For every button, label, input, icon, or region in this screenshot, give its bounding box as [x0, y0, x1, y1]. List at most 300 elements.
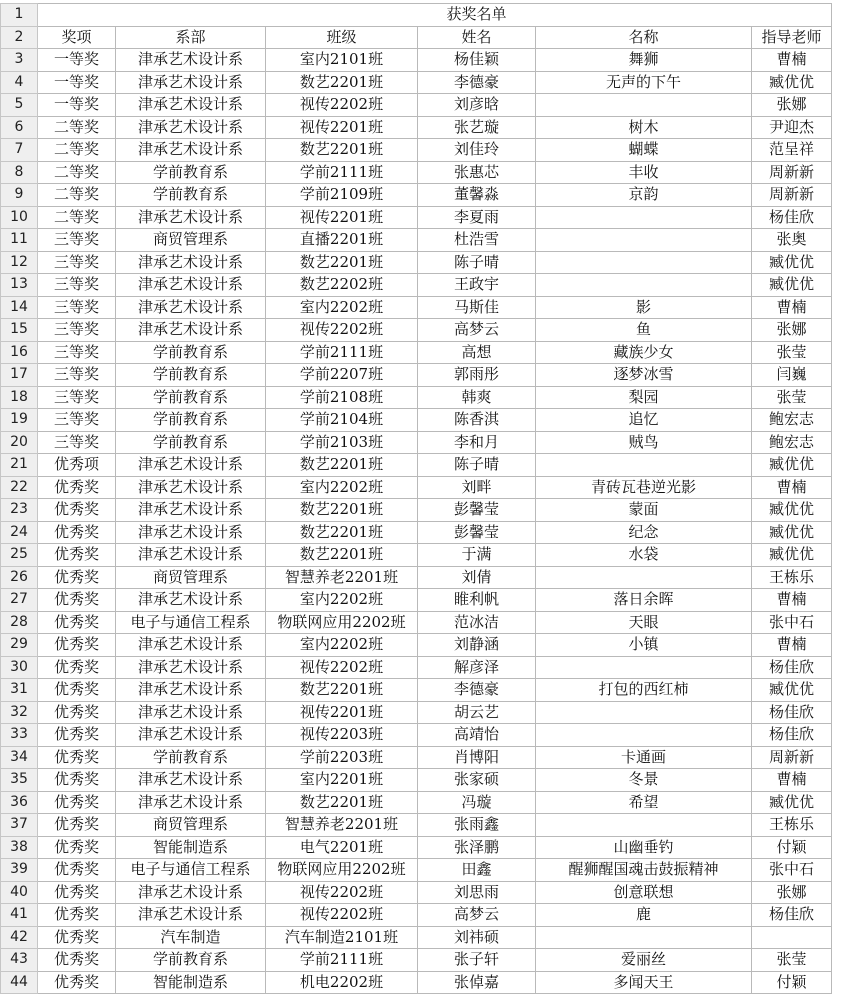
- cell-student-name[interactable]: 彭馨莹: [418, 521, 536, 544]
- cell-work-title[interactable]: 小镇: [536, 634, 752, 657]
- cell-department[interactable]: 商贸管理系: [116, 814, 266, 837]
- cell-work-title[interactable]: [536, 274, 752, 297]
- cell-work-title[interactable]: [536, 229, 752, 252]
- cell-student-name[interactable]: 刘思雨: [418, 881, 536, 904]
- row-header[interactable]: 19: [1, 409, 38, 432]
- cell-award[interactable]: 二等奖: [38, 161, 116, 184]
- cell-department[interactable]: 津承艺术设计系: [116, 49, 266, 72]
- cell-work-title[interactable]: [536, 814, 752, 837]
- cell-award[interactable]: 二等奖: [38, 206, 116, 229]
- cell-award[interactable]: 三等奖: [38, 409, 116, 432]
- header-award[interactable]: 奖项: [38, 26, 116, 49]
- cell-teacher[interactable]: 鲍宏志: [752, 431, 832, 454]
- cell-department[interactable]: 津承艺术设计系: [116, 634, 266, 657]
- row-header[interactable]: 23: [1, 499, 38, 522]
- cell-department[interactable]: 学前教育系: [116, 364, 266, 387]
- cell-class[interactable]: 视传2201班: [266, 116, 418, 139]
- cell-award[interactable]: 优秀奖: [38, 566, 116, 589]
- cell-award[interactable]: 优秀奖: [38, 521, 116, 544]
- cell-class[interactable]: 室内2202班: [266, 476, 418, 499]
- cell-class[interactable]: 视传2202班: [266, 881, 418, 904]
- cell-student-name[interactable]: 李和月: [418, 431, 536, 454]
- cell-work-title[interactable]: 冬景: [536, 769, 752, 792]
- cell-department[interactable]: 智能制造系: [116, 971, 266, 994]
- cell-student-name[interactable]: 韩爽: [418, 386, 536, 409]
- row-header[interactable]: 15: [1, 319, 38, 342]
- cell-department[interactable]: 商贸管理系: [116, 566, 266, 589]
- cell-work-title[interactable]: 梨园: [536, 386, 752, 409]
- cell-department[interactable]: 津承艺术设计系: [116, 521, 266, 544]
- row-header[interactable]: 3: [1, 49, 38, 72]
- cell-student-name[interactable]: 陈香淇: [418, 409, 536, 432]
- row-header[interactable]: 34: [1, 746, 38, 769]
- cell-teacher[interactable]: 周新新: [752, 161, 832, 184]
- row-header[interactable]: 40: [1, 881, 38, 904]
- cell-teacher[interactable]: 曹楠: [752, 476, 832, 499]
- cell-award[interactable]: 优秀项: [38, 454, 116, 477]
- row-header[interactable]: 6: [1, 116, 38, 139]
- cell-teacher[interactable]: 杨佳欣: [752, 206, 832, 229]
- cell-class[interactable]: 室内2101班: [266, 49, 418, 72]
- cell-department[interactable]: 津承艺术设计系: [116, 544, 266, 567]
- cell-teacher[interactable]: 曹楠: [752, 296, 832, 319]
- cell-class[interactable]: 学前2111班: [266, 949, 418, 972]
- cell-student-name[interactable]: 李德豪: [418, 679, 536, 702]
- cell-award[interactable]: 优秀奖: [38, 769, 116, 792]
- empty-cell[interactable]: [752, 4, 832, 27]
- cell-teacher[interactable]: 臧优优: [752, 71, 832, 94]
- cell-work-title[interactable]: 丰收: [536, 161, 752, 184]
- cell-student-name[interactable]: 张家硕: [418, 769, 536, 792]
- cell-class[interactable]: 学前2111班: [266, 341, 418, 364]
- cell-department[interactable]: 津承艺术设计系: [116, 881, 266, 904]
- cell-class[interactable]: 智慧养老2201班: [266, 814, 418, 837]
- cell-student-name[interactable]: 刘祎硕: [418, 926, 536, 949]
- cell-class[interactable]: 数艺2201班: [266, 679, 418, 702]
- cell-department[interactable]: 商贸管理系: [116, 229, 266, 252]
- row-header[interactable]: 25: [1, 544, 38, 567]
- cell-award[interactable]: 优秀奖: [38, 881, 116, 904]
- row-header[interactable]: 2: [1, 26, 38, 49]
- cell-department[interactable]: 津承艺术设计系: [116, 701, 266, 724]
- cell-student-name[interactable]: 李夏雨: [418, 206, 536, 229]
- cell-award[interactable]: 优秀奖: [38, 476, 116, 499]
- cell-work-title[interactable]: 逐梦冰雪: [536, 364, 752, 387]
- cell-teacher[interactable]: 张娜: [752, 319, 832, 342]
- cell-student-name[interactable]: 王政宇: [418, 274, 536, 297]
- cell-student-name[interactable]: 范冰洁: [418, 611, 536, 634]
- cell-student-name[interactable]: 郭雨彤: [418, 364, 536, 387]
- cell-department[interactable]: 学前教育系: [116, 386, 266, 409]
- cell-work-title[interactable]: 水袋: [536, 544, 752, 567]
- cell-class[interactable]: 数艺2201班: [266, 139, 418, 162]
- cell-work-title[interactable]: [536, 701, 752, 724]
- cell-student-name[interactable]: 刘倩: [418, 566, 536, 589]
- cell-student-name[interactable]: 张倬嘉: [418, 971, 536, 994]
- cell-teacher[interactable]: 张莹: [752, 341, 832, 364]
- cell-department[interactable]: 津承艺术设计系: [116, 319, 266, 342]
- cell-department[interactable]: 学前教育系: [116, 746, 266, 769]
- cell-award[interactable]: 优秀奖: [38, 611, 116, 634]
- cell-class[interactable]: 学前2203班: [266, 746, 418, 769]
- cell-student-name[interactable]: 张子轩: [418, 949, 536, 972]
- cell-class[interactable]: 数艺2202班: [266, 274, 418, 297]
- row-header[interactable]: 36: [1, 791, 38, 814]
- cell-work-title[interactable]: 追忆: [536, 409, 752, 432]
- cell-department[interactable]: 津承艺术设计系: [116, 116, 266, 139]
- cell-work-title[interactable]: 创意联想: [536, 881, 752, 904]
- cell-work-title[interactable]: 舞狮: [536, 49, 752, 72]
- cell-student-name[interactable]: 马斯佳: [418, 296, 536, 319]
- cell-teacher[interactable]: 王栋乐: [752, 566, 832, 589]
- cell-student-name[interactable]: 陈子晴: [418, 454, 536, 477]
- cell-award[interactable]: 优秀奖: [38, 724, 116, 747]
- row-header[interactable]: 37: [1, 814, 38, 837]
- row-header[interactable]: 18: [1, 386, 38, 409]
- cell-teacher[interactable]: 杨佳欣: [752, 701, 832, 724]
- cell-student-name[interactable]: 刘畔: [418, 476, 536, 499]
- cell-class[interactable]: 视传2202班: [266, 656, 418, 679]
- cell-student-name[interactable]: 高靖怡: [418, 724, 536, 747]
- cell-work-title[interactable]: [536, 251, 752, 274]
- cell-class[interactable]: 室内2202班: [266, 634, 418, 657]
- row-header[interactable]: 16: [1, 341, 38, 364]
- cell-student-name[interactable]: 张惠芯: [418, 161, 536, 184]
- cell-work-title[interactable]: 天眼: [536, 611, 752, 634]
- cell-teacher[interactable]: 臧优优: [752, 521, 832, 544]
- cell-department[interactable]: 电子与通信工程系: [116, 859, 266, 882]
- cell-student-name[interactable]: 张艺璇: [418, 116, 536, 139]
- row-header[interactable]: 38: [1, 836, 38, 859]
- cell-teacher[interactable]: 曹楠: [752, 49, 832, 72]
- cell-class[interactable]: 物联网应用2202班: [266, 611, 418, 634]
- cell-student-name[interactable]: 高想: [418, 341, 536, 364]
- row-header[interactable]: 44: [1, 971, 38, 994]
- cell-award[interactable]: 优秀奖: [38, 904, 116, 927]
- cell-award[interactable]: 二等奖: [38, 184, 116, 207]
- row-header[interactable]: 1: [1, 4, 38, 27]
- cell-department[interactable]: 津承艺术设计系: [116, 94, 266, 117]
- cell-award[interactable]: 优秀奖: [38, 499, 116, 522]
- cell-teacher[interactable]: 范呈祥: [752, 139, 832, 162]
- cell-award[interactable]: 三等奖: [38, 319, 116, 342]
- cell-award[interactable]: 优秀奖: [38, 746, 116, 769]
- cell-work-title[interactable]: [536, 566, 752, 589]
- row-header[interactable]: 28: [1, 611, 38, 634]
- cell-student-name[interactable]: 于满: [418, 544, 536, 567]
- row-header[interactable]: 17: [1, 364, 38, 387]
- cell-work-title[interactable]: 蒙面: [536, 499, 752, 522]
- cell-department[interactable]: 津承艺术设计系: [116, 904, 266, 927]
- cell-work-title[interactable]: 落日余晖: [536, 589, 752, 612]
- cell-award[interactable]: 优秀奖: [38, 836, 116, 859]
- cell-work-title[interactable]: 蝴蝶: [536, 139, 752, 162]
- header-class[interactable]: 班级: [266, 26, 418, 49]
- cell-work-title[interactable]: 山幽垂钓: [536, 836, 752, 859]
- cell-class[interactable]: 室内2202班: [266, 296, 418, 319]
- row-header[interactable]: 9: [1, 184, 38, 207]
- cell-teacher[interactable]: 王栋乐: [752, 814, 832, 837]
- cell-work-title[interactable]: 多闻天王: [536, 971, 752, 994]
- row-header[interactable]: 20: [1, 431, 38, 454]
- row-header[interactable]: 30: [1, 656, 38, 679]
- cell-class[interactable]: 学前2103班: [266, 431, 418, 454]
- cell-work-title[interactable]: [536, 94, 752, 117]
- cell-department[interactable]: 学前教育系: [116, 161, 266, 184]
- cell-award[interactable]: 优秀奖: [38, 589, 116, 612]
- cell-teacher[interactable]: 曹楠: [752, 589, 832, 612]
- cell-class[interactable]: 室内2201班: [266, 769, 418, 792]
- cell-department[interactable]: 津承艺术设计系: [116, 724, 266, 747]
- cell-class[interactable]: 室内2202班: [266, 589, 418, 612]
- cell-department[interactable]: 电子与通信工程系: [116, 611, 266, 634]
- cell-department[interactable]: 津承艺术设计系: [116, 454, 266, 477]
- row-header[interactable]: 22: [1, 476, 38, 499]
- cell-class[interactable]: 数艺2201班: [266, 791, 418, 814]
- empty-cell[interactable]: [116, 4, 266, 27]
- cell-work-title[interactable]: [536, 926, 752, 949]
- cell-teacher[interactable]: 臧优优: [752, 454, 832, 477]
- row-header[interactable]: 7: [1, 139, 38, 162]
- cell-work-title[interactable]: 纪念: [536, 521, 752, 544]
- cell-award[interactable]: 一等奖: [38, 71, 116, 94]
- cell-teacher[interactable]: 臧优优: [752, 791, 832, 814]
- cell-class[interactable]: 视传2203班: [266, 724, 418, 747]
- cell-award[interactable]: 优秀奖: [38, 679, 116, 702]
- cell-teacher[interactable]: 臧优优: [752, 544, 832, 567]
- header-department[interactable]: 系部: [116, 26, 266, 49]
- cell-work-title[interactable]: 打包的西红柿: [536, 679, 752, 702]
- cell-teacher[interactable]: 鲍宏志: [752, 409, 832, 432]
- cell-department[interactable]: 津承艺术设计系: [116, 679, 266, 702]
- cell-student-name[interactable]: 李德豪: [418, 71, 536, 94]
- row-header[interactable]: 10: [1, 206, 38, 229]
- cell-class[interactable]: 电气2201班: [266, 836, 418, 859]
- cell-award[interactable]: 一等奖: [38, 49, 116, 72]
- cell-work-title[interactable]: [536, 656, 752, 679]
- cell-work-title[interactable]: 京韵: [536, 184, 752, 207]
- cell-work-title[interactable]: 醒狮醒国魂击鼓振精神: [536, 859, 752, 882]
- cell-work-title[interactable]: 鱼: [536, 319, 752, 342]
- cell-work-title[interactable]: 藏族少女: [536, 341, 752, 364]
- cell-class[interactable]: 智慧养老2201班: [266, 566, 418, 589]
- row-header[interactable]: 41: [1, 904, 38, 927]
- cell-department[interactable]: 学前教育系: [116, 949, 266, 972]
- cell-award[interactable]: 优秀奖: [38, 791, 116, 814]
- cell-award[interactable]: 优秀奖: [38, 859, 116, 882]
- cell-department[interactable]: 津承艺术设计系: [116, 206, 266, 229]
- header-name[interactable]: 姓名: [418, 26, 536, 49]
- cell-award[interactable]: 优秀奖: [38, 656, 116, 679]
- cell-award[interactable]: 二等奖: [38, 139, 116, 162]
- cell-department[interactable]: 津承艺术设计系: [116, 476, 266, 499]
- cell-award[interactable]: 三等奖: [38, 274, 116, 297]
- cell-department[interactable]: 学前教育系: [116, 431, 266, 454]
- row-header[interactable]: 27: [1, 589, 38, 612]
- cell-work-title[interactable]: 青砖瓦巷逆光影: [536, 476, 752, 499]
- row-header[interactable]: 29: [1, 634, 38, 657]
- row-header[interactable]: 26: [1, 566, 38, 589]
- cell-work-title[interactable]: 鹿: [536, 904, 752, 927]
- cell-class[interactable]: 学前2108班: [266, 386, 418, 409]
- row-header[interactable]: 32: [1, 701, 38, 724]
- cell-teacher[interactable]: 闫巍: [752, 364, 832, 387]
- cell-teacher[interactable]: 张中石: [752, 611, 832, 634]
- cell-department[interactable]: 学前教育系: [116, 184, 266, 207]
- cell-award[interactable]: 优秀奖: [38, 544, 116, 567]
- cell-department[interactable]: 学前教育系: [116, 409, 266, 432]
- cell-department[interactable]: 津承艺术设计系: [116, 251, 266, 274]
- cell-award[interactable]: 一等奖: [38, 94, 116, 117]
- cell-student-name[interactable]: 张雨鑫: [418, 814, 536, 837]
- cell-award[interactable]: 三等奖: [38, 386, 116, 409]
- cell-teacher[interactable]: 臧优优: [752, 679, 832, 702]
- cell-student-name[interactable]: 杜浩雪: [418, 229, 536, 252]
- row-header[interactable]: 13: [1, 274, 38, 297]
- cell-award[interactable]: 优秀奖: [38, 701, 116, 724]
- row-header[interactable]: 24: [1, 521, 38, 544]
- row-header[interactable]: 11: [1, 229, 38, 252]
- cell-student-name[interactable]: 张泽鹏: [418, 836, 536, 859]
- header-teacher[interactable]: 指导老师: [752, 26, 832, 49]
- cell-department[interactable]: 津承艺术设计系: [116, 791, 266, 814]
- cell-class[interactable]: 数艺2201班: [266, 521, 418, 544]
- cell-award[interactable]: 三等奖: [38, 341, 116, 364]
- cell-student-name[interactable]: 冯璇: [418, 791, 536, 814]
- cell-department[interactable]: 津承艺术设计系: [116, 656, 266, 679]
- cell-work-title[interactable]: 树木: [536, 116, 752, 139]
- row-header[interactable]: 35: [1, 769, 38, 792]
- cell-department[interactable]: 津承艺术设计系: [116, 274, 266, 297]
- cell-department[interactable]: 津承艺术设计系: [116, 139, 266, 162]
- cell-department[interactable]: 智能制造系: [116, 836, 266, 859]
- cell-work-title[interactable]: [536, 206, 752, 229]
- cell-class[interactable]: 学前2104班: [266, 409, 418, 432]
- row-header[interactable]: 21: [1, 454, 38, 477]
- cell-student-name[interactable]: 高梦云: [418, 319, 536, 342]
- row-header[interactable]: 14: [1, 296, 38, 319]
- cell-award[interactable]: 三等奖: [38, 296, 116, 319]
- cell-student-name[interactable]: 高梦云: [418, 904, 536, 927]
- cell-award[interactable]: 优秀奖: [38, 949, 116, 972]
- cell-work-title[interactable]: 希望: [536, 791, 752, 814]
- cell-class[interactable]: 数艺2201班: [266, 71, 418, 94]
- row-header[interactable]: 33: [1, 724, 38, 747]
- cell-class[interactable]: 数艺2201班: [266, 499, 418, 522]
- cell-teacher[interactable]: 臧优优: [752, 274, 832, 297]
- cell-student-name[interactable]: 陈子晴: [418, 251, 536, 274]
- cell-student-name[interactable]: 彭馨莹: [418, 499, 536, 522]
- cell-teacher[interactable]: 臧优优: [752, 251, 832, 274]
- cell-teacher[interactable]: [752, 926, 832, 949]
- cell-teacher[interactable]: 张娜: [752, 94, 832, 117]
- cell-student-name[interactable]: 刘静涵: [418, 634, 536, 657]
- row-header[interactable]: 42: [1, 926, 38, 949]
- cell-student-name[interactable]: 田鑫: [418, 859, 536, 882]
- cell-class[interactable]: 视传2201班: [266, 701, 418, 724]
- cell-student-name[interactable]: 睢利帆: [418, 589, 536, 612]
- cell-teacher[interactable]: 张莹: [752, 386, 832, 409]
- cell-work-title[interactable]: 无声的下午: [536, 71, 752, 94]
- cell-class[interactable]: 视传2201班: [266, 206, 418, 229]
- row-header[interactable]: 43: [1, 949, 38, 972]
- cell-teacher[interactable]: 杨佳欣: [752, 656, 832, 679]
- cell-teacher[interactable]: 周新新: [752, 746, 832, 769]
- cell-student-name[interactable]: 董馨淼: [418, 184, 536, 207]
- cell-work-title[interactable]: [536, 724, 752, 747]
- cell-teacher[interactable]: 张莹: [752, 949, 832, 972]
- cell-department[interactable]: 汽车制造: [116, 926, 266, 949]
- cell-award[interactable]: 二等奖: [38, 116, 116, 139]
- cell-award[interactable]: 优秀奖: [38, 971, 116, 994]
- cell-work-title[interactable]: 贼鸟: [536, 431, 752, 454]
- cell-award[interactable]: 优秀奖: [38, 634, 116, 657]
- cell-teacher[interactable]: 周新新: [752, 184, 832, 207]
- sheet-title[interactable]: 获奖名单: [418, 4, 536, 27]
- cell-student-name[interactable]: 杨佳颖: [418, 49, 536, 72]
- cell-student-name[interactable]: 刘彦晗: [418, 94, 536, 117]
- cell-work-title[interactable]: 卡通画: [536, 746, 752, 769]
- cell-work-title[interactable]: 爱丽丝: [536, 949, 752, 972]
- cell-work-title[interactable]: 影: [536, 296, 752, 319]
- row-header[interactable]: 4: [1, 71, 38, 94]
- cell-class[interactable]: 机电2202班: [266, 971, 418, 994]
- cell-class[interactable]: 视传2202班: [266, 94, 418, 117]
- cell-class[interactable]: 数艺2201班: [266, 544, 418, 567]
- cell-award[interactable]: 三等奖: [38, 431, 116, 454]
- cell-class[interactable]: 学前2111班: [266, 161, 418, 184]
- cell-class[interactable]: 视传2202班: [266, 319, 418, 342]
- header-work-title[interactable]: 名称: [536, 26, 752, 49]
- cell-teacher[interactable]: 付颖: [752, 971, 832, 994]
- cell-class[interactable]: 汽车制造2101班: [266, 926, 418, 949]
- cell-award[interactable]: 三等奖: [38, 364, 116, 387]
- cell-teacher[interactable]: 付颖: [752, 836, 832, 859]
- cell-teacher[interactable]: 尹迎杰: [752, 116, 832, 139]
- cell-teacher[interactable]: 杨佳欣: [752, 904, 832, 927]
- cell-teacher[interactable]: 张娜: [752, 881, 832, 904]
- cell-department[interactable]: 津承艺术设计系: [116, 71, 266, 94]
- cell-teacher[interactable]: 张中石: [752, 859, 832, 882]
- cell-teacher[interactable]: 杨佳欣: [752, 724, 832, 747]
- cell-class[interactable]: 数艺2201班: [266, 454, 418, 477]
- cell-class[interactable]: 直播2201班: [266, 229, 418, 252]
- cell-student-name[interactable]: 胡云艺: [418, 701, 536, 724]
- cell-work-title[interactable]: [536, 454, 752, 477]
- row-header[interactable]: 31: [1, 679, 38, 702]
- cell-teacher[interactable]: 张奥: [752, 229, 832, 252]
- cell-student-name[interactable]: 肖博阳: [418, 746, 536, 769]
- cell-department[interactable]: 津承艺术设计系: [116, 296, 266, 319]
- cell-student-name[interactable]: 解彦泽: [418, 656, 536, 679]
- cell-award[interactable]: 三等奖: [38, 229, 116, 252]
- cell-department[interactable]: 津承艺术设计系: [116, 769, 266, 792]
- cell-class[interactable]: 物联网应用2202班: [266, 859, 418, 882]
- row-header[interactable]: 8: [1, 161, 38, 184]
- cell-class[interactable]: 视传2202班: [266, 904, 418, 927]
- cell-teacher[interactable]: 曹楠: [752, 769, 832, 792]
- row-header[interactable]: 12: [1, 251, 38, 274]
- empty-cell[interactable]: [38, 4, 116, 27]
- cell-class[interactable]: 数艺2201班: [266, 251, 418, 274]
- row-header[interactable]: 5: [1, 94, 38, 117]
- row-header[interactable]: 39: [1, 859, 38, 882]
- cell-award[interactable]: 三等奖: [38, 251, 116, 274]
- cell-teacher[interactable]: 曹楠: [752, 634, 832, 657]
- empty-cell[interactable]: [266, 4, 418, 27]
- cell-class[interactable]: 学前2207班: [266, 364, 418, 387]
- cell-teacher[interactable]: 臧优优: [752, 499, 832, 522]
